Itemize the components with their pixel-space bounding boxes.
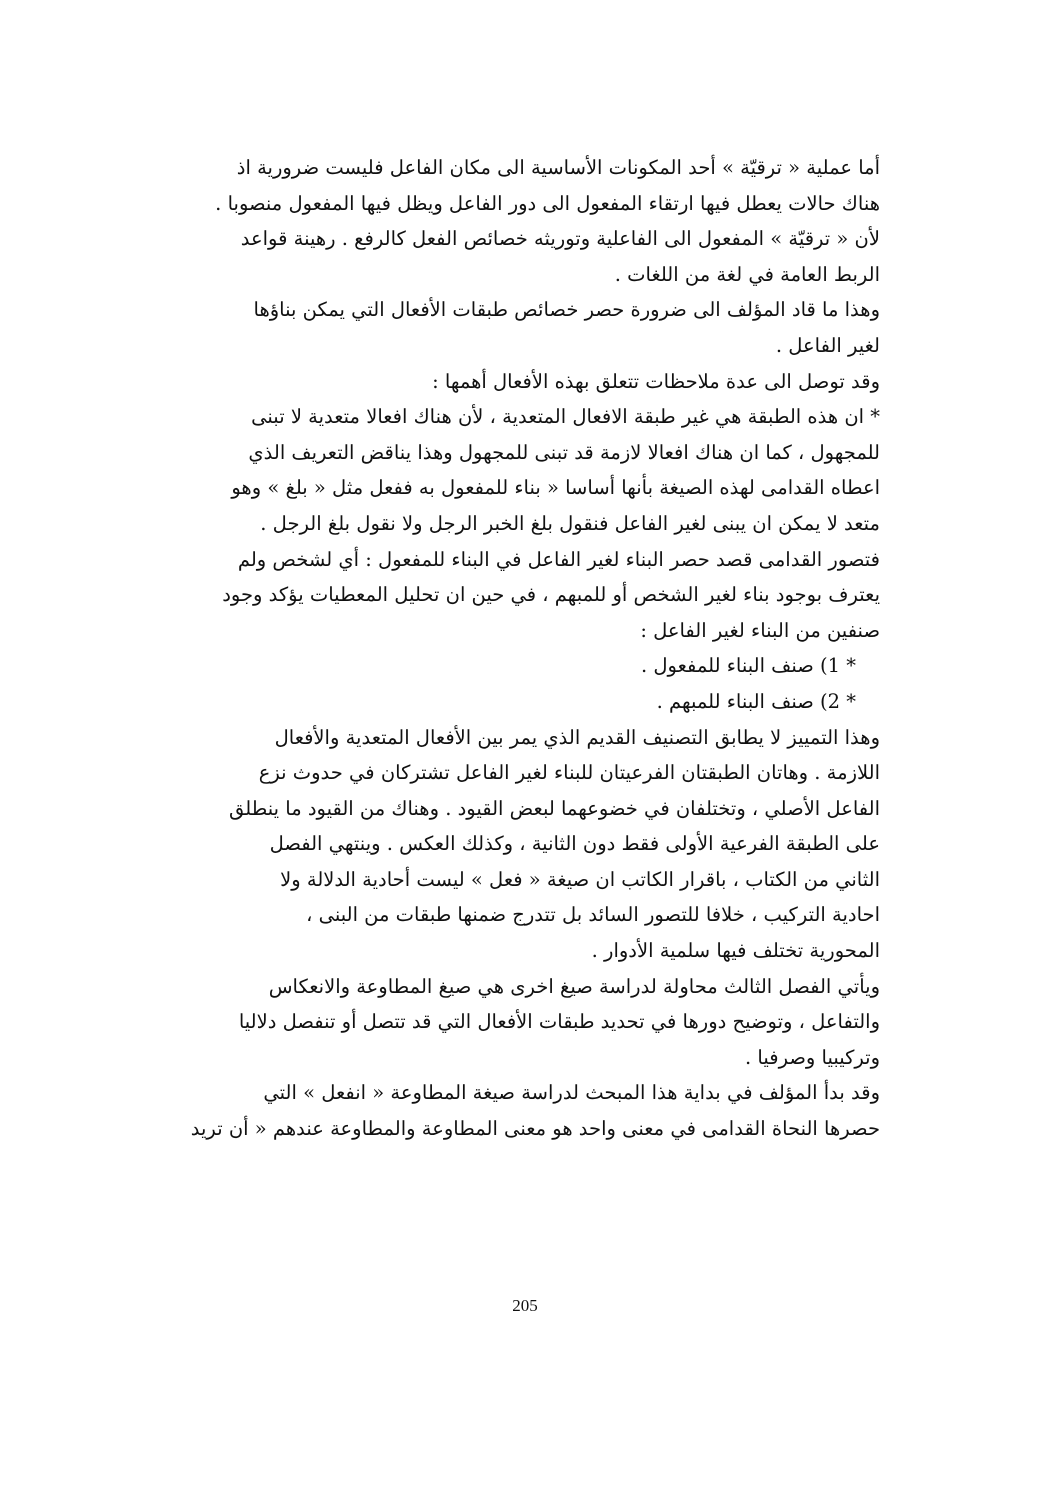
text-line: فتصور القدامى قصد حصر البناء لغير الفاعل في البناء للمفعول : أي لشخص ولم — [237, 547, 880, 571]
text-line: * ان هذه الطبقة هي غير طبقة الافعال المتعدية ، لأن هناك افعالا متعدية لا تبنى — [251, 405, 880, 429]
list-item: * 2) صنف البناء للمبهم . — [656, 689, 856, 713]
text-line: الفاعل الأصلي ، وتختلفان في خضوعهما لبعض القيود . وهناك من القيود ما ينطلق — [229, 796, 880, 820]
page-number: 205 — [512, 1296, 538, 1315]
text-line: ويأتي الفصل الثالث محاولة لدراسة صيغ اخرى هي صيغ المطاوعة والانعكاس — [268, 974, 880, 998]
text-line: وقد بدأ المؤلف في بداية هذا المبحث لدراسة صيغة المطاوعة « انفعل » التي — [263, 1081, 880, 1105]
text-line: الثاني من الكتاب ، باقرار الكاتب ان صيغة « فعل » ليست أحادية الدلالة ولا — [280, 867, 880, 891]
text-line: اعطاه القدامى لهذه الصيغة بأنها أساسا « بناء للمفعول به ففعل مثل « بلغ » وهو — [231, 476, 880, 500]
list-item: * 1) صنف البناء للمفعول . — [640, 654, 856, 678]
text-line: هناك حالات يعطل فيها ارتقاء المفعول الى دور الفاعل ويظل فيها المفعول منصوبا . — [215, 191, 880, 215]
text-line: يعترف بوجود بناء لغير الشخص أو للمبهم ، في حين ان تحليل المعطيات يؤكد وجود — [222, 583, 880, 607]
text-line: وتركيبيا وصرفيا . — [745, 1045, 880, 1069]
text-line: صنفين من البناء لغير الفاعل : — [640, 618, 880, 642]
text-line: للمجهول ، كما ان هناك افعالا لازمة قد تبنى للمجهول وهذا يناقض التعريف الذي — [248, 440, 880, 464]
text-line: احادية التركيب ، خلافا للتصور السائد بل تتدرج ضمنها طبقات من البنى ، — [306, 903, 880, 927]
text-line: والتفاعل ، وتوضيح دورها في تحديد طبقات الأفعال التي قد تتصل أو تنفصل دلاليا — [238, 1010, 880, 1034]
text-line: حصرها النحاة القدامى في معنى واحد هو معنى المطاوعة والمطاوعة عندهم « أن تريد — [190, 1117, 880, 1141]
text-line: وهذا ما قاد المؤلف الى ضرورة حصر خصائص طبقات الأفعال التي يمكن بناؤها — [253, 298, 880, 322]
text-line: لأن « ترقيّة » المفعول الى الفاعلية وتوريثه خصائص الفعل كالرفع . رهينة قواعد — [240, 227, 880, 251]
text-line: وهذا التمييز لا يطابق التصنيف القديم الذي يمر بين الأفعال المتعدية والأفعال — [274, 725, 880, 749]
text-line: المحورية تختلف فيها سلمية الأدوار . — [591, 939, 880, 963]
text-line: اللازمة . وهاتان الطبقتان الفرعيتان للبناء لغير الفاعل تشتركان في حدوث نزع — [258, 761, 880, 785]
text-line: على الطبقة الفرعية الأولى فقط دون الثانية ، وكذلك العكس . وينتهي الفصل — [269, 832, 880, 856]
text-line: وقد توصل الى عدة ملاحظات تتعلق بهذه الأفعال أهمها : — [432, 369, 880, 393]
body-text — [160, 150, 880, 1147]
text-line: الربط العامة في لغة من اللغات . — [614, 262, 880, 286]
text-line: أما عملية « ترقيّة » أحد المكونات الأساسية الى مكان الفاعل فليست ضرورية اذ — [236, 156, 880, 179]
text-line: لغير الفاعل . — [775, 333, 880, 357]
text-line: متعد لا يمكن ان يبنى لغير الفاعل فنقول بلغ الخبر الرجل ولا نقول بلغ الرجل . — [260, 511, 880, 535]
